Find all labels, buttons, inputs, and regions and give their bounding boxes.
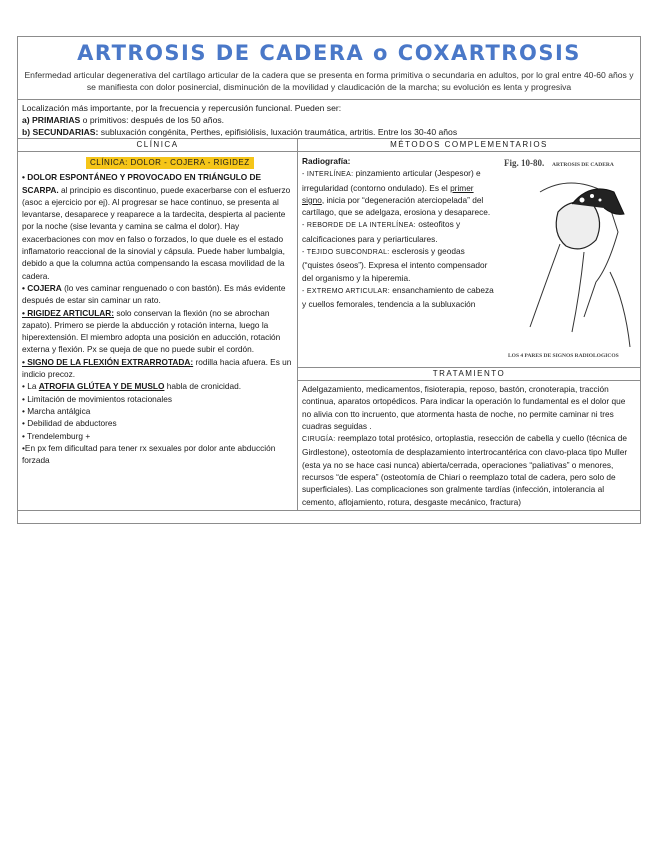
tratamiento-header: TRATAMIENTO bbox=[298, 368, 640, 381]
dolor-paragraph bbox=[22, 171, 293, 282]
cojera-title: • COJERA bbox=[22, 282, 62, 293]
signo-paragraph bbox=[22, 356, 293, 381]
signo-title: • SIGNO DE LA FLEXIÓN EXTRARROTADA: bbox=[22, 356, 194, 367]
list-item: •En px fem dificultad para tener rx sexuales por dolor ante abducción forzada bbox=[22, 442, 276, 466]
content-grid bbox=[18, 138, 640, 510]
primarias-label: a) PRIMARIAS bbox=[22, 115, 81, 125]
hip-xray-figure bbox=[500, 152, 640, 367]
intro-paragraph: Enfermedad articular degenerativa del cartílago articular de la cadera que se presenta en forma primitiva o secundaria en adultos, por lo gral entre 40-60 años y se manifiesta con dolor posinercial, disminución de la movilidad y claudicación de la marcha; su evolución es lenta y progresiva bbox=[24, 70, 634, 92]
atrofia-title: ATROFIA GLÚTEA Y DE MUSLO bbox=[38, 381, 165, 392]
loc-primarias bbox=[22, 114, 636, 126]
dolor-title: • DOLOR ESPONTÁNEO Y PROVOCADO EN TRIÁNGULO DE SCARPA. bbox=[22, 172, 262, 195]
tratamiento-paragraph: Adelgazamiento, medicamentos, fisioterapia, reposo, bastón, cronoterapia, tracción continua, aparatos ortopédicos. Para indicar la operación lo fundamental es el dolor que no alivia con tto incruento, que atormenta hasta de noche, no permite caminar ni tres cuadras seguidas . bbox=[302, 384, 626, 431]
rigidez-paragraph bbox=[22, 307, 293, 356]
tratamiento-body bbox=[298, 381, 640, 510]
extremo-label: - EXTREMO ARTICULAR: bbox=[302, 287, 390, 295]
femoral-head bbox=[556, 202, 599, 249]
atrofia-pre: • La bbox=[22, 381, 39, 392]
list-item: • Debilidad de abductores bbox=[22, 418, 117, 429]
rigidez-title: • RIGIDEZ ARTICULAR: bbox=[22, 307, 115, 318]
extremo-paragraph bbox=[302, 284, 496, 311]
interlinea-paragraph bbox=[302, 167, 496, 218]
cirugia-text: reemplazo total protésico, ortoplastia, resección de cabella y cuello (técnica de Girdlestone), osteotomía de desplazamiento intertrocantérica con clavo-placa tipo Muller (esta ya no se hace casi nunca) abierta/cerrada, operaciones “paliativas” o menores, recursos “de espera” (osteotomía de Chiari o reemplazo total de cadera, pero solo de superficiales). Las complicaciones son gralmente tardías (infección, intolerancia al cemento, aflojamiento, rotura, desgaste mecánico, fractura) bbox=[302, 433, 628, 507]
extremo-text: ensanchamiento de cabeza y cuellos femorales, tendencia a la subluxación bbox=[302, 284, 494, 310]
primer-signo: primer signo bbox=[302, 182, 474, 205]
secundarias-label: b) SECUNDARIAS: bbox=[22, 127, 99, 137]
loc-secundarias bbox=[22, 126, 636, 138]
hip-xray-drawing bbox=[500, 152, 640, 367]
figure-caption: LOS 4 PARES DE SIGNOS RADIOLOGICOS bbox=[508, 353, 619, 359]
reborde-text: osteofitos y calcificaciones para y periarticulares. bbox=[302, 219, 461, 244]
list-item: • Marcha antálgica bbox=[22, 405, 91, 416]
document-sheet bbox=[17, 36, 641, 524]
cojera-paragraph bbox=[22, 282, 293, 307]
loc-line: Localización más importante, por la frecuencia y repercusión funcional. Pueden ser: bbox=[22, 103, 342, 113]
atrofia-text: habla de cronicidad. bbox=[164, 381, 242, 392]
interlinea-rest: , inicia por “degeneración aterciopelada” del cartílago, que se adelgaza, erosiona y desaparece. bbox=[302, 194, 491, 218]
interlinea-label: - INTERLÍNEA: bbox=[302, 171, 354, 179]
rigidez-text: solo conservan la flexión (no se abrochan zapato). Primero se pierde la abducción y rotación interna, luego la hiperextensión. El miembro adopta una posición en aducción, rotación externa y flexión. Px se queja de que no puede subir el cordón. bbox=[22, 307, 281, 355]
cirugia-label: CIRUGÍA: bbox=[302, 436, 336, 444]
metodos-header: MÉTODOS COMPLEMENTARIOS bbox=[298, 139, 640, 152]
page-title: ARTROSIS DE CADERA o COXARTROSIS bbox=[77, 41, 581, 65]
clinica-column bbox=[18, 139, 298, 510]
femoral-neck bbox=[530, 244, 584, 332]
cirugia-paragraph bbox=[302, 432, 636, 508]
table-footer-row bbox=[18, 510, 640, 523]
figure-title: ARTROSIS DE CADERA bbox=[552, 162, 614, 168]
right-column bbox=[298, 139, 640, 510]
geode bbox=[579, 197, 585, 203]
dolor-text: al principio es discontinuo, puede exacerbarse con el esfuerzo (asoc a ejercicio por ej). Al progresar se hace continuo, se presenta al levantarse, desaparece y reaparece a la tardecita, despierta al paciente por la noche (sise levanta y camina se calma el dolor). Hay exacerbaciones con mov en falso o forzados, lo que duele es el estado inflamatorio reaccional de la sinovial y cápsula. Puede haber lumbalgia, debido a que la columna actúa compensando la escasa movilidad de la cadera. bbox=[22, 184, 291, 281]
radiografia-text bbox=[298, 152, 500, 367]
geode bbox=[598, 198, 602, 202]
secundarias-text: subluxación congénita, Perthes, epifisiólisis, luxación traumática, artritis. Entre los 30-40 años bbox=[98, 127, 458, 137]
reborde-label: - REBORDE DE LA INTERLÍNEA: bbox=[302, 222, 416, 230]
clinica-highlight: CLÍNICA: DOLOR - COJERA - RIGIDEZ bbox=[86, 157, 254, 169]
interlinea-text: pinzamiento articular (Jespesor) e irregularidad (contorno ondulado). Es el bbox=[302, 168, 481, 193]
metodos-section bbox=[298, 152, 640, 368]
figure-number: Fig. 10-80. bbox=[504, 158, 545, 168]
subcondral-label: - TEJIDO SUBCONDRAL: bbox=[302, 249, 390, 257]
list-item: • Trendelemburg + bbox=[22, 430, 91, 441]
list-item: • Limitación de movimientos rotacionales bbox=[22, 393, 173, 404]
subcondral-paragraph bbox=[302, 245, 496, 284]
radiografia-title: Radiografía: bbox=[302, 156, 351, 166]
reborde-paragraph bbox=[302, 218, 496, 245]
primarias-text: o primitivos: después de los 50 años. bbox=[80, 115, 225, 125]
pelvic-wall bbox=[610, 272, 630, 347]
clinica-header: CLÍNICA bbox=[18, 139, 297, 152]
geode bbox=[590, 194, 595, 199]
cojera-text: (lo ves caminar renguenado o con bastón). Es más evidente después de estar sin caminar un rato. bbox=[22, 282, 286, 306]
atrofia-paragraph bbox=[22, 380, 293, 392]
subcondral-text: esclerosis y geodas (“quistes óseos”). Expresa el intento compensador del organismo y la hiperemia. bbox=[302, 246, 488, 283]
clinica-body bbox=[18, 152, 297, 469]
signo-text: rodilla hacia afuera. Es un indicio precoz. bbox=[22, 356, 292, 380]
localization-block bbox=[18, 99, 640, 138]
